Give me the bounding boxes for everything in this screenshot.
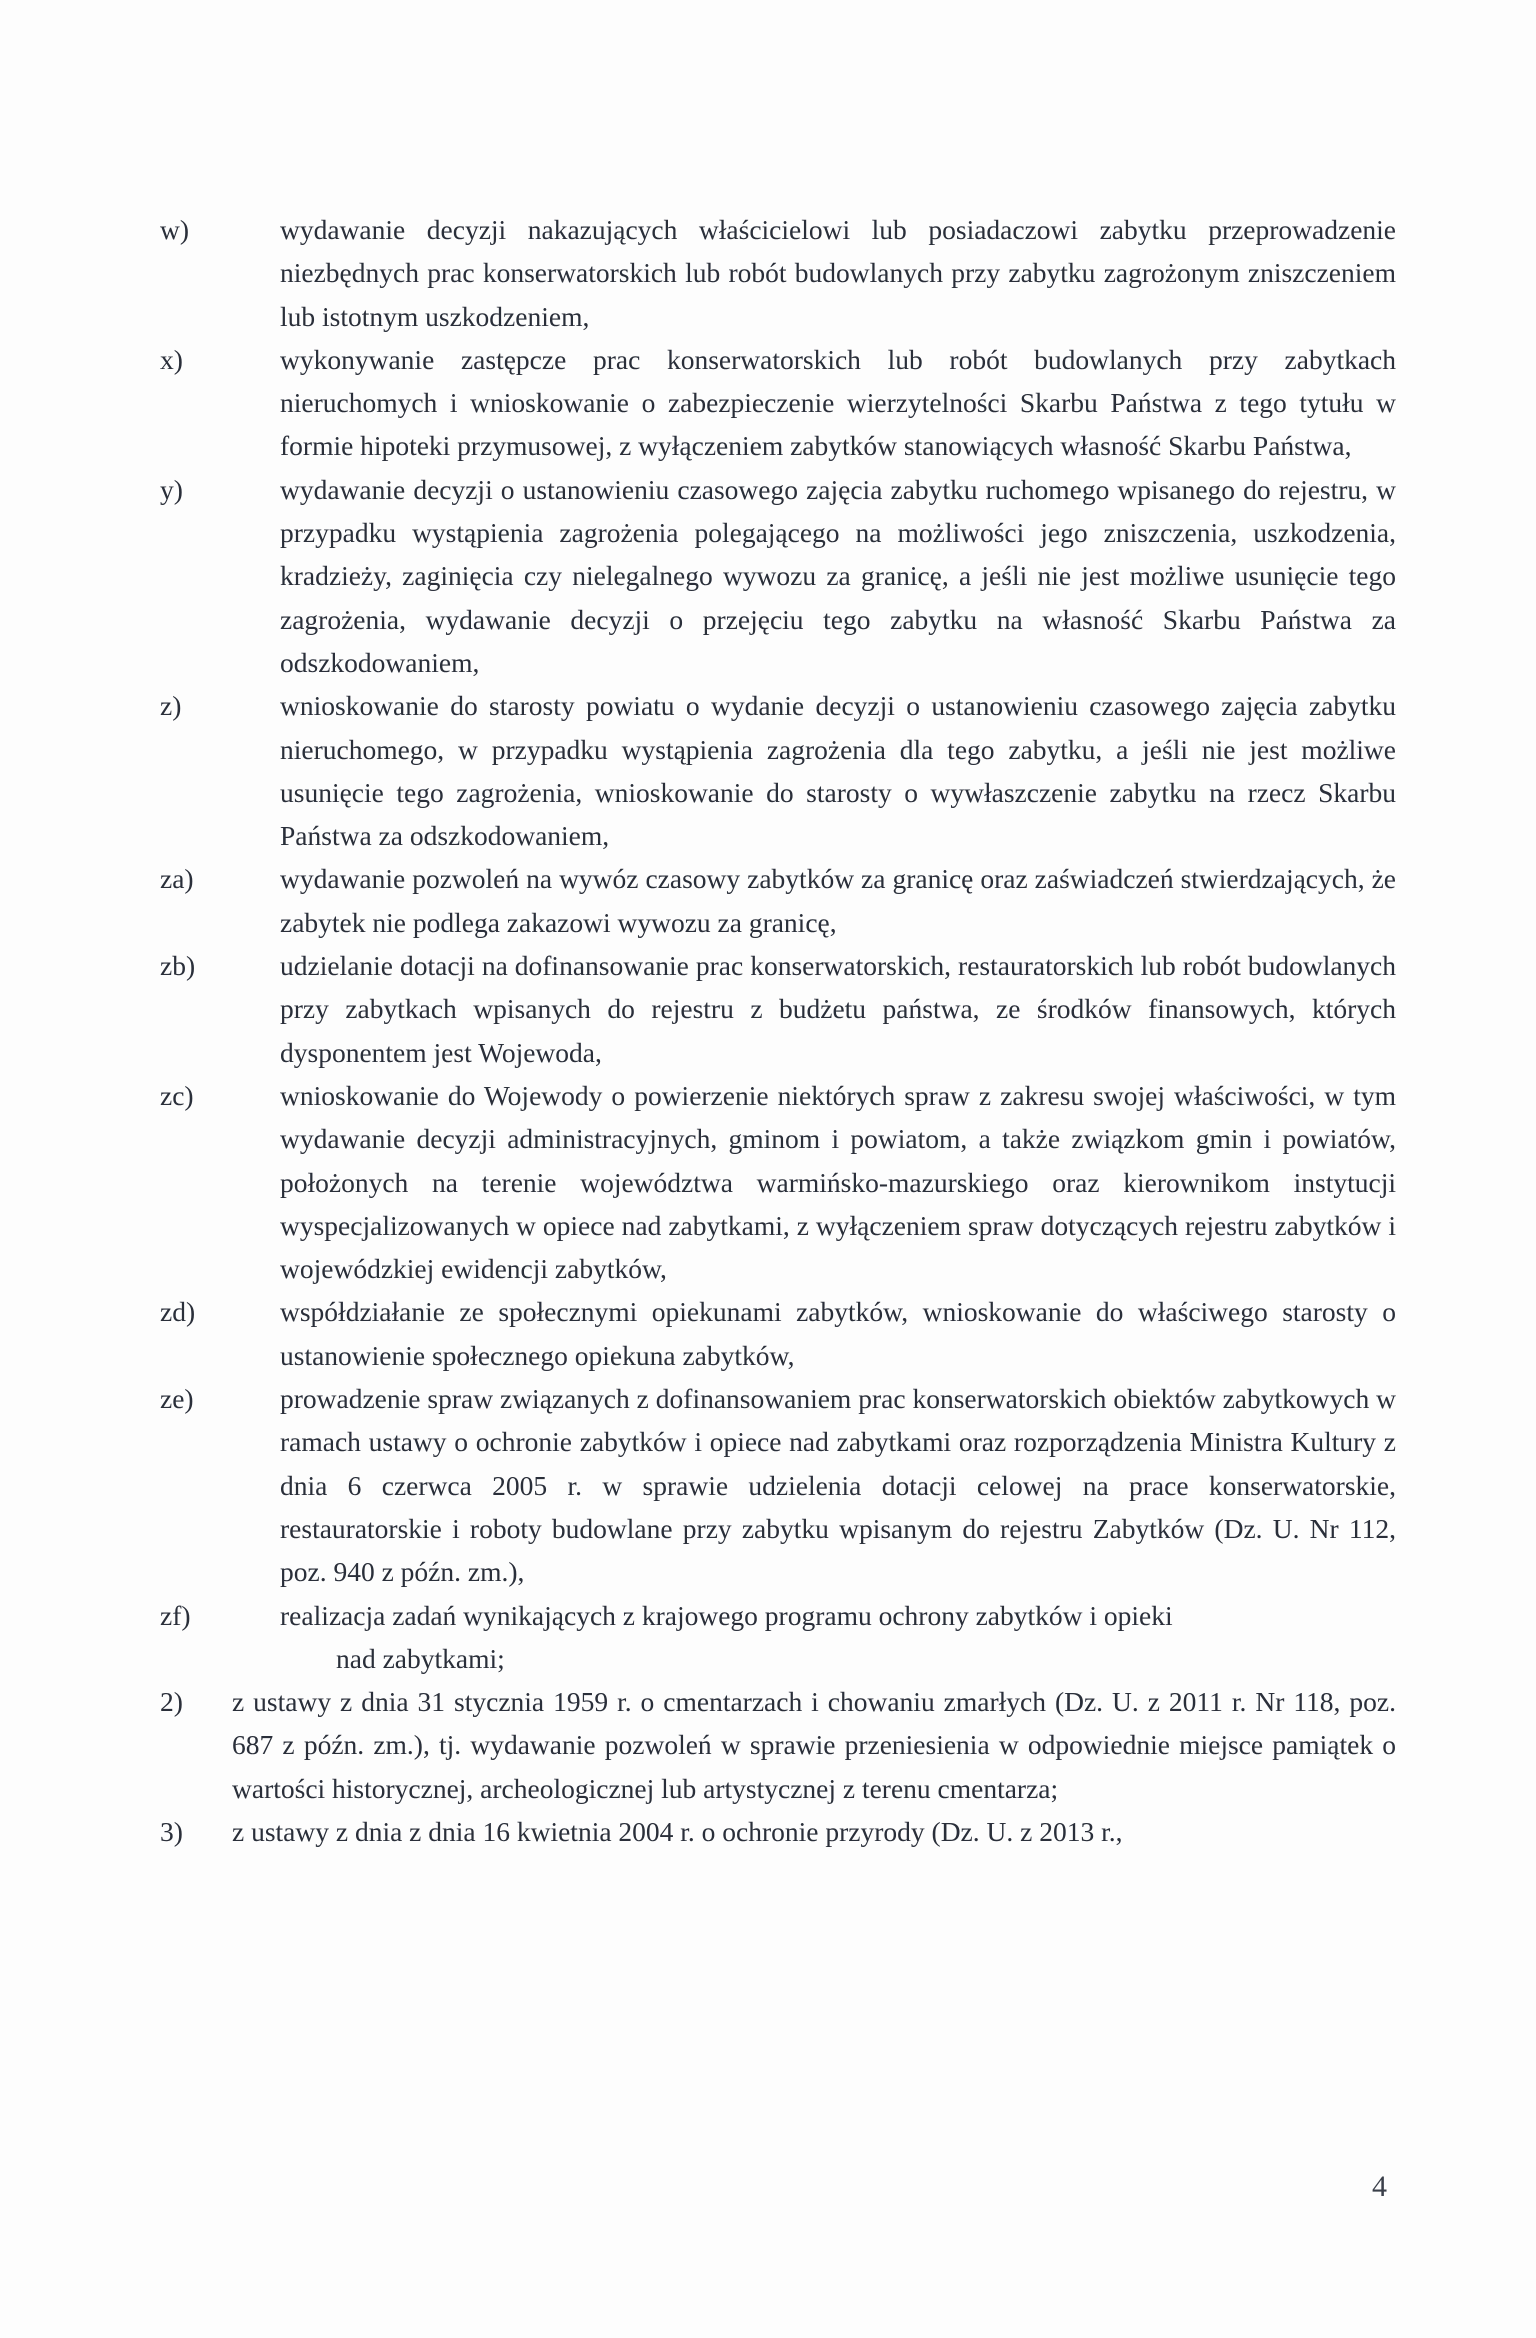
- item-text: wykonywanie zastępcze prac konserwatorskich lub robót budowlanych przy zabytkach nieruchomych i wnioskowanie o zabezpieczenie wierzytelności Skarbu Państwa z tego tytułu w formie hipoteki przymusowej, z wyłączeniem zabytków stanowiących własność Skarbu Państwa,: [280, 343, 1396, 462]
- item-text: z ustawy z dnia 31 stycznia 1959 r. o cmentarzach i chowaniu zmarłych (Dz. U. z 2011 r. Nr 118, poz. 687 z późn. zm.), tj. wydawanie pozwoleń w sprawie przeniesienia w odpowiednie miejsce pamiątek o wartości historycznej, archeologicznej lub artystycznej z terenu cmentarza;: [232, 1686, 1396, 1804]
- list-item-zf: [160, 1594, 1396, 1681]
- item-text: wydawanie pozwoleń na wywóz czasowy zabytków za granicę oraz zaświadczeń stwierdzających, że zabytek nie podlega zakazowi wywozu za granicę,: [280, 863, 1396, 938]
- item-label: 2): [160, 1686, 183, 1718]
- item-label: zf): [160, 1599, 191, 1631]
- list-item-2: [160, 1680, 1396, 1810]
- list-item-3: [160, 1810, 1396, 1853]
- item-text: współdziałanie ze społecznymi opiekunami zabytków, wnioskowanie do właściwego starosty o ustanowienie społecznego opiekuna zabytków,: [280, 1296, 1396, 1371]
- item-label: z): [160, 690, 182, 722]
- list-item-y: [160, 468, 1396, 684]
- list-item-w: [160, 208, 1396, 338]
- item-label: w): [160, 214, 190, 245]
- list-item-z: [160, 684, 1396, 857]
- list-item-za: [160, 857, 1396, 944]
- item-text: wydawanie decyzji o ustanowieniu czasowego zajęcia zabytku ruchomego wpisanego do rejestru, w przypadku wystąpienia zagrożenia polegającego na możliwości jego zniszczenia, uszkodzenia, kradzieży, zaginięcia czy nielegalnego wywozu za granicę, a jeśli nie jest możliwe usunięcie tego zagrożenia, wydawanie decyzji o przejęciu tego zabytku na własność Skarbu Państwa za odszkodowaniem,: [280, 473, 1396, 678]
- list-item-ze: [160, 1377, 1396, 1593]
- item-label: zc): [160, 1079, 194, 1111]
- item-text: prowadzenie spraw związanych z dofinansowaniem prac konserwatorskich obiektów zabytkowych w ramach ustawy o ochronie zabytków i opiece nad zabytkami oraz rozporządzenia Ministra Kultury z dnia 6 czerwca 2005 r. w sprawie udzielenia dotacji celowej na prace konserwatorskie, restauratorskie i roboty budowlane przy zabytku wpisanym do rejestru Zabytków (Dz. U. Nr 112, poz. 940 z późn. zm.),: [280, 1383, 1396, 1588]
- item-text-line-2: nad zabytkami;: [336, 1642, 505, 1674]
- page-number: 4: [1372, 2170, 1387, 2203]
- item-label: zb): [160, 950, 196, 982]
- list-item-zc: [160, 1074, 1396, 1290]
- item-text: z ustawy z dnia z dnia 16 kwietnia 2004 r. o ochronie przyrody (Dz. U. z 2013 r.,: [232, 1815, 1123, 1847]
- item-text: wnioskowanie do starosty powiatu o wydanie decyzji o ustanowieniu czasowego zajęcia zabytku nieruchomego, w przypadku wystąpienia zagrożenia dla tego zabytku, a jeśli nie jest możliwe usunięcie tego zagrożenia, wnioskowanie do starosty o wywłaszczenie zabytku na rzecz Skarbu Państwa za odszkodowaniem,: [280, 690, 1396, 852]
- item-label: x): [160, 343, 183, 375]
- item-label: y): [160, 473, 183, 505]
- item-label: za): [160, 863, 194, 895]
- item-label: 3): [160, 1815, 183, 1847]
- item-text: udzielanie dotacji na dofinansowanie prac konserwatorskich, restauratorskich lub robót budowlanych przy zabytkach wpisanych do rejestru z budżetu państwa, ze środków finansowych, których dysponentem jest Wojewoda,: [280, 950, 1396, 1068]
- list-item-zb: [160, 944, 1396, 1074]
- item-label: zd): [160, 1296, 196, 1328]
- list-item-x: [160, 338, 1396, 468]
- list-item-zd: [160, 1290, 1396, 1377]
- item-text: wnioskowanie do Wojewody o powierzenie niektórych spraw z zakresu swojej właściwości, w tym wydawanie decyzji administracyjnych, gminom i powiatom, a także związkom gmin i powiatów, położonych na terenie województwa warmińsko-mazurskiego oraz kierownikom instytucji wyspecjalizowanych w opiece nad zabytkami, z wyłączeniem spraw dotyczących rejestru zabytków i wojewódzkiej ewidencji zabytków,: [280, 1079, 1396, 1285]
- item-text-line-1: realizacja zadań wynikających z krajowego programu ochrony zabytków i opieki: [280, 1599, 1173, 1631]
- item-label: ze): [160, 1383, 194, 1415]
- item-text: wydawanie decyzji nakazujących właścicielowi lub posiadaczowi zabytku przeprowadzenie niezbędnych prac konserwatorskich lub robót budowlanych przy zabytku zagrożonym zniszczeniem lub istotnym uszkodzeniem,: [280, 214, 1396, 332]
- document-body: [160, 208, 1396, 1853]
